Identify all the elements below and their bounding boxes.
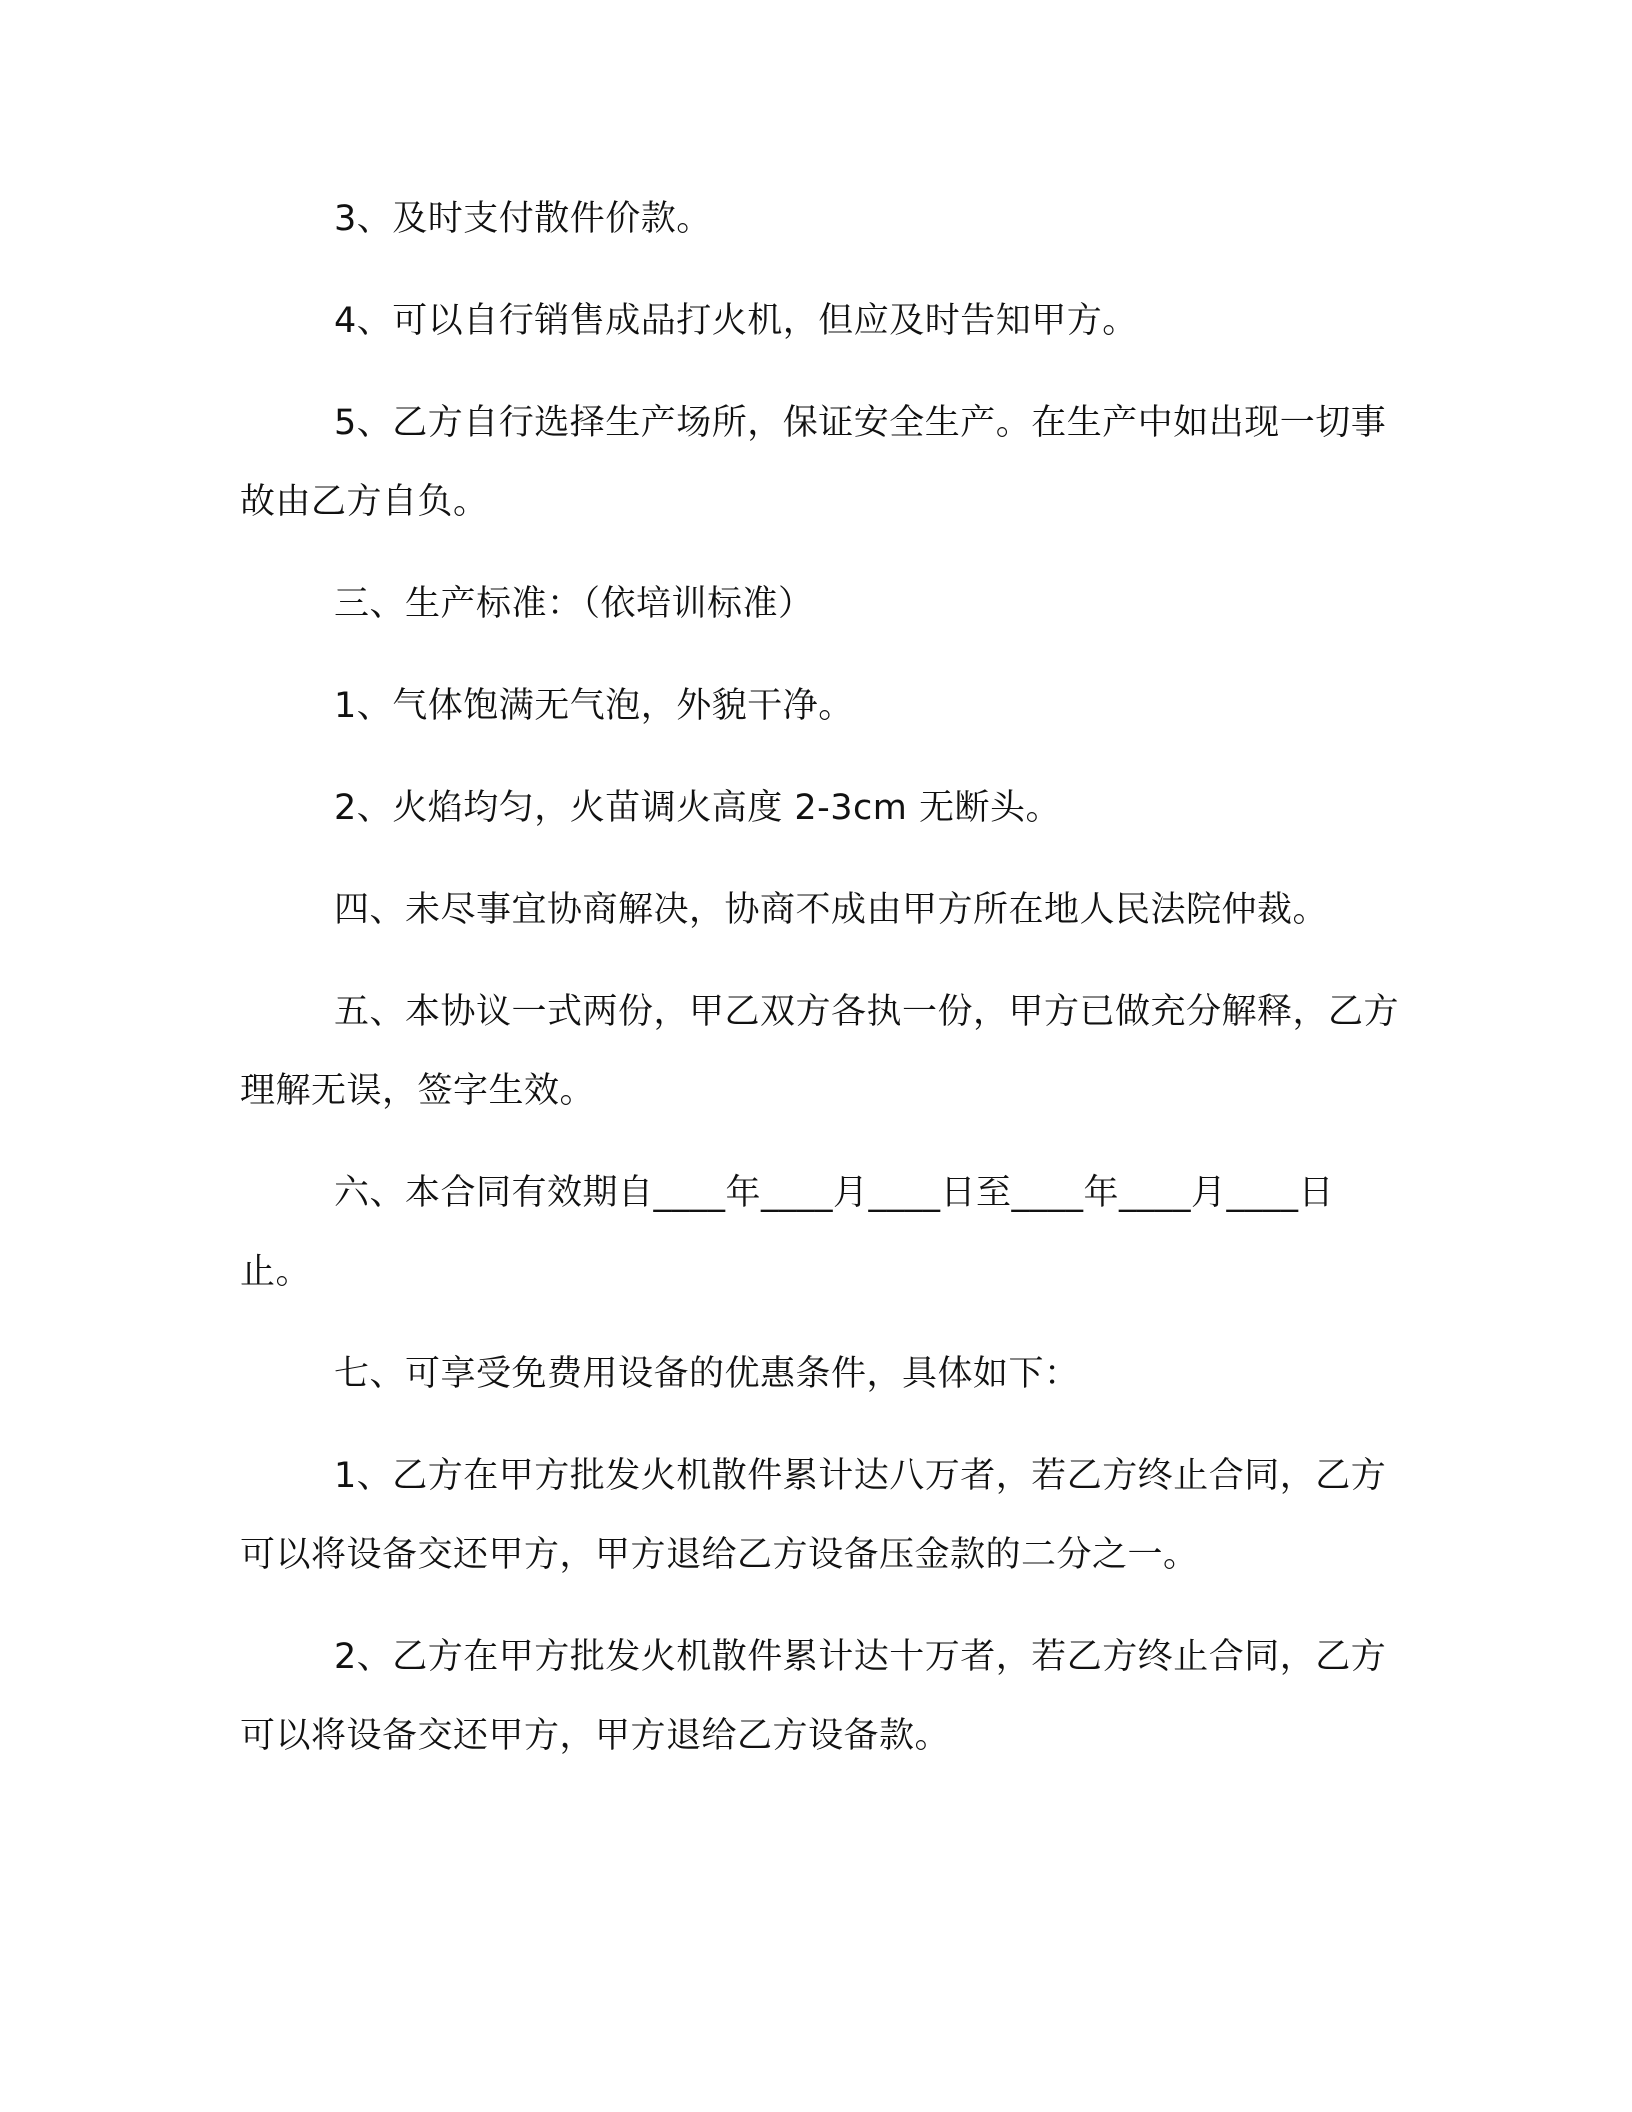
- section-3-heading: 三、生产标准：（依培训标准）: [334, 584, 814, 624]
- clause-2-5-safety: 5、乙方自行选择生产场所，保证安全生产。在生产中如出现一切事故由乙方自负。: [240, 403, 1387, 522]
- clause-7-2-refund-full: 2、乙方在甲方批发火机散件累计达十万者，若乙方终止合同，乙方可以将设备交还甲方，甲方退给乙方设备款。: [240, 1637, 1387, 1756]
- clause-2-4-sales: 4、可以自行销售成品打火机，但应及时告知甲方。: [334, 301, 1138, 341]
- document-body: [240, 180, 1400, 1799]
- clause-7-1-refund-half: 1、乙方在甲方批发火机散件累计达八万者，若乙方终止合同，乙方可以将设备交还甲方，甲方退给乙方设备压金款的二分之一。: [240, 1456, 1387, 1575]
- section-4-disputes: 四、未尽事宜协商解决，协商不成由甲方所在地人民法院仲裁。: [334, 890, 1329, 930]
- section-6-validity: 六、本合同有效期自____年____月____日至____年____月____日止。: [240, 1173, 1335, 1292]
- section-5-copies: 五、本协议一式两份，甲乙双方各执一份，甲方已做充分解释，乙方理解无误，签字生效。: [240, 992, 1400, 1111]
- clause-3-1-gas: 1、气体饱满无气泡，外貌干净。: [334, 686, 854, 726]
- section-7-heading: 七、可享受免费用设备的优惠条件，具体如下：: [334, 1354, 1080, 1394]
- clause-3-2-flame: 2、火焰均匀，火苗调火高度 2-3cm 无断头。: [334, 788, 1062, 828]
- clause-2-3-payment: 3、及时支付散件价款。: [334, 199, 712, 239]
